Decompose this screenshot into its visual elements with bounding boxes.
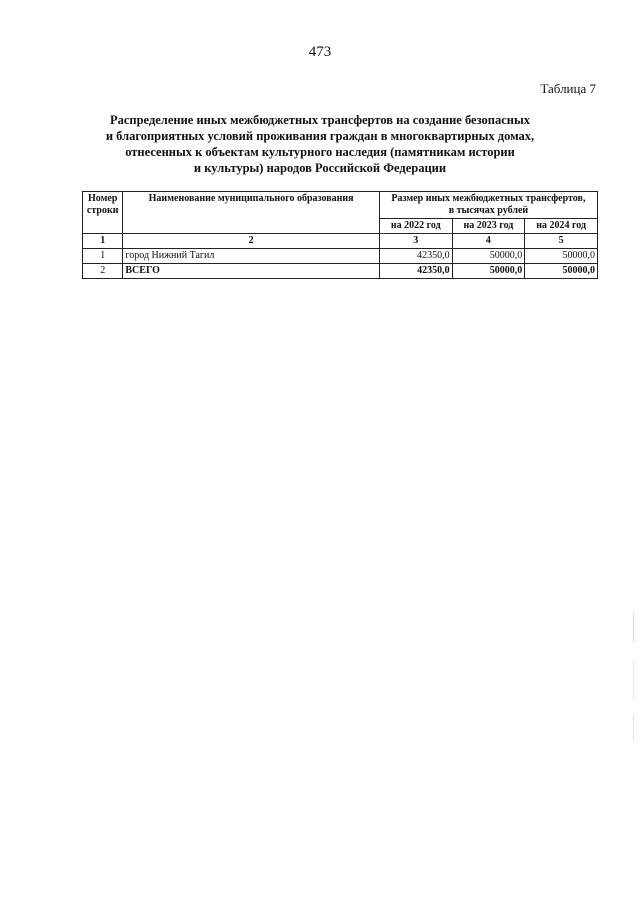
column-index: 4: [452, 234, 525, 249]
amount-2024: 50000,0: [525, 249, 598, 264]
title-line-3: отнесенных к объектам культурного наследия (памятникам истории: [125, 145, 515, 159]
page-number: 473: [308, 44, 332, 60]
total-2024: 50000,0: [525, 264, 598, 279]
header-amount: Размер иных межбюджетных трансфертов, в тысячах рублей: [379, 192, 597, 219]
header-year-2022: на 2022 год: [379, 219, 452, 234]
transfers-table: [82, 191, 598, 279]
table-total-row: [83, 264, 598, 279]
scan-artifact: [633, 660, 634, 700]
total-2023: 50000,0: [452, 264, 525, 279]
table-row: [83, 249, 598, 264]
total-2022: 42350,0: [379, 264, 452, 279]
amount-2022: 42350,0: [379, 249, 452, 264]
total-label: ВСЕГО: [123, 264, 379, 279]
header-municipality: Наименование муниципального образования: [123, 192, 379, 234]
title-line-4: и культуры) народов Российской Федерации: [193, 161, 447, 175]
title-line-1: Распределение иных межбюджетных трансфертов на создание безопасных: [109, 113, 531, 127]
header-row-number: Номер строки: [83, 192, 123, 234]
document-title: [80, 112, 560, 176]
column-index: 2: [123, 234, 379, 249]
table-label: Таблица 7: [540, 81, 596, 96]
column-index: 3: [379, 234, 452, 249]
column-index-row: [83, 234, 598, 249]
table-header-row: [83, 192, 598, 219]
row-number: 1: [83, 249, 123, 264]
row-number: 2: [83, 264, 123, 279]
column-index: 1: [83, 234, 123, 249]
scan-artifact: [633, 612, 634, 642]
header-year-2024: на 2024 год: [525, 219, 598, 234]
amount-2023: 50000,0: [452, 249, 525, 264]
title-line-2: и благоприятных условий проживания граждан в многоквартирных домах,: [105, 129, 535, 143]
column-index: 5: [525, 234, 598, 249]
scan-artifact: [633, 715, 634, 740]
header-year-2023: на 2023 год: [452, 219, 525, 234]
municipality-name: город Нижний Тагил: [123, 249, 379, 264]
